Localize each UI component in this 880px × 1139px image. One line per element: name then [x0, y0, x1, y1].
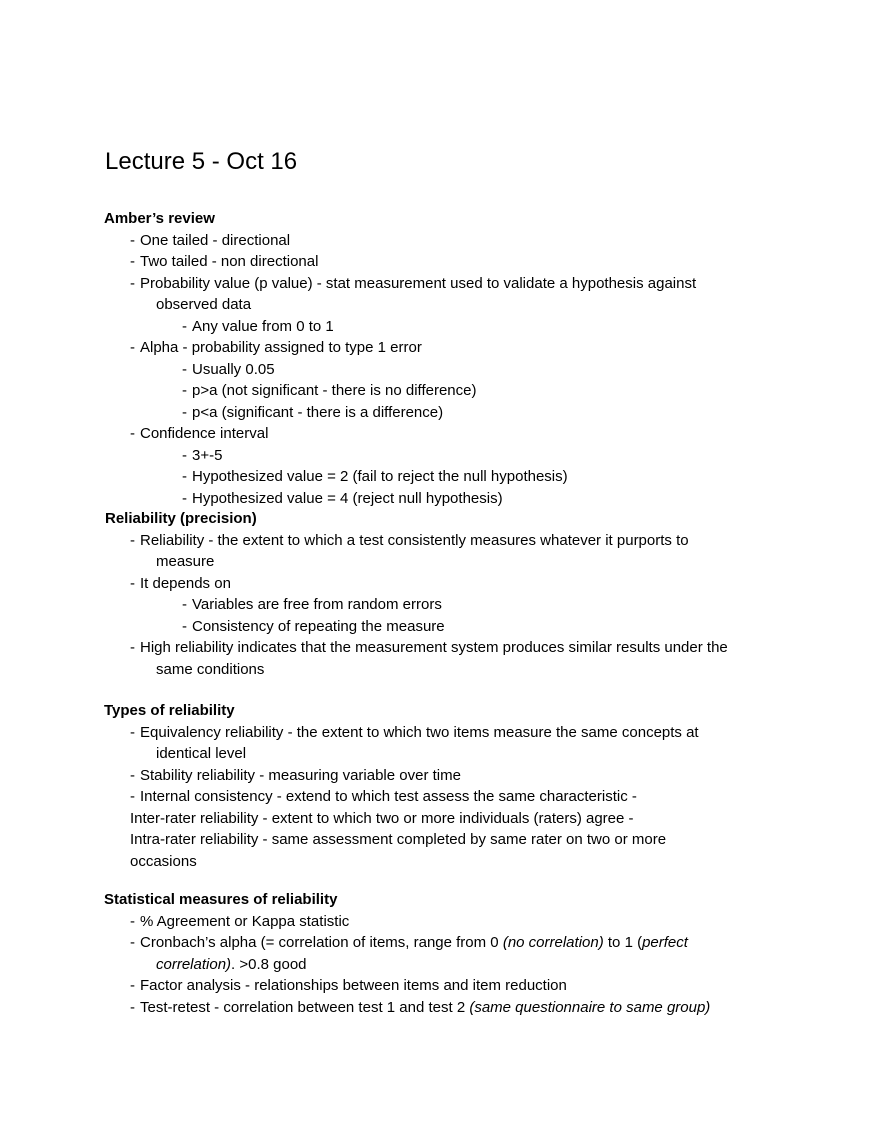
list-item: - It depends on — [130, 574, 231, 592]
list-item-continuation: same conditions — [156, 660, 265, 678]
list-item-continuation: identical level — [156, 745, 247, 762]
list-item-continuation: measure — [156, 553, 215, 570]
sub-list-item: - Variables are free from random errors — [182, 596, 442, 613]
sub-list-item: - 3+-5 — [182, 446, 223, 464]
list-item: - Cronbach’s alpha (= correlation of items, range from 0 (no correlation) to 1 (perfect — [130, 934, 688, 951]
list-item: - Confidence interval — [130, 425, 269, 442]
section-statistical-measures — [0, 889, 880, 1018]
list-item: - Factor analysis - relationships between items and item reduction — [130, 977, 567, 994]
text-line: Inter-rater reliability - extent to which two or more individuals (raters) agree - — [130, 809, 634, 827]
section-ambers-review — [0, 208, 880, 509]
list-item: - Equivalency reliability - the extent to which two items measure the same concepts at — [130, 723, 699, 741]
text-line: occasions — [130, 852, 197, 870]
list-item-continuation: correlation). >0.8 good — [156, 955, 307, 973]
text-line: Intra-rater reliability - same assessment completed by same rater on two or more — [130, 831, 667, 848]
sub-list-item: - p<a (significant - there is a difference) — [182, 403, 444, 421]
page-title: Lecture 5 - Oct 16 — [105, 148, 298, 175]
sub-list-item: - Consistency of repeating the measure — [182, 617, 445, 635]
list-item: - High reliability indicates that the measurement system produces similar results under the — [130, 639, 728, 656]
section-types-of-reliability — [0, 700, 880, 872]
list-item: - Alpha - probability assigned to type 1 error — [130, 339, 422, 356]
section-heading: Amber’s review — [104, 210, 215, 227]
list-item: - Test-retest - correlation between test 1 and test 2 (same questionnaire to same group) — [130, 998, 711, 1016]
list-item: - % Agreement or Kappa statistic — [130, 912, 350, 930]
list-item: - Probability value (p value) - stat measurement used to validate a hypothesis against — [130, 274, 697, 292]
sub-list-item: - Hypothesized value = 4 (reject null hypothesis) — [182, 489, 503, 507]
list-item: - Two tailed - non directional — [130, 253, 319, 270]
list-item: - Stability reliability - measuring variable over time — [130, 766, 461, 784]
section-heading: Statistical measures of reliability — [104, 891, 338, 908]
sub-list-item: - Usually 0.05 — [182, 360, 275, 378]
sub-list-item: - Any value from 0 to 1 — [182, 317, 334, 335]
list-item: - Reliability - the extent to which a test consistently measures whatever it purports to — [130, 531, 689, 549]
section-heading: Types of reliability — [104, 702, 235, 719]
sub-list-item: - p>a (not significant - there is no difference) — [182, 382, 477, 399]
list-item-continuation: observed data — [156, 296, 252, 313]
list-item: - Internal consistency - extend to which test assess the same characteristic - — [130, 788, 637, 805]
section-reliability — [0, 508, 880, 680]
sub-list-item: - Hypothesized value = 2 (fail to reject the null hypothesis) — [182, 468, 568, 485]
section-heading: Reliability (precision) — [105, 510, 257, 527]
list-item: - One tailed - directional — [130, 231, 291, 249]
